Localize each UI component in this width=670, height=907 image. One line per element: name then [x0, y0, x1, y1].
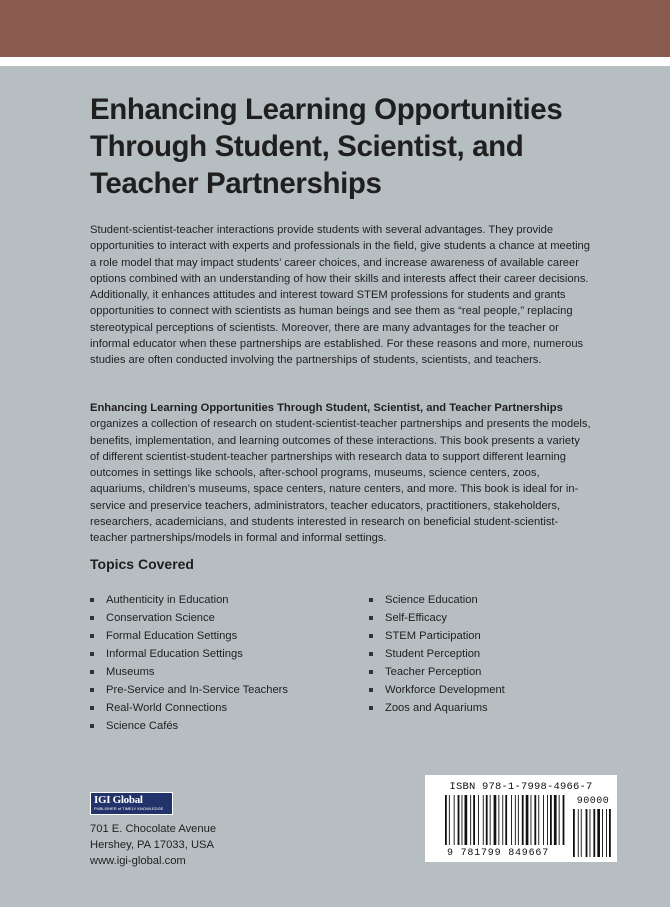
bullet-square-icon: [90, 616, 94, 620]
bullet-square-icon: [369, 598, 373, 602]
topic-item: [369, 645, 505, 663]
topic-label: STEM Participation: [385, 630, 481, 642]
topic-item: [369, 627, 505, 645]
topic-label: Workforce Development: [385, 684, 505, 696]
topic-label: Science Education: [385, 594, 478, 606]
bullet-square-icon: [369, 616, 373, 620]
bullet-square-icon: [90, 706, 94, 710]
igi-global-logo: [90, 792, 173, 815]
description-paragraph-2: [90, 400, 592, 547]
ean-digits: 9 781799 849667: [447, 848, 550, 859]
bullet-square-icon: [369, 634, 373, 638]
topic-item: [90, 699, 288, 717]
topic-label: Pre-Service and In-Service Teachers: [106, 684, 288, 696]
book-title: Enhancing Learning Opportunities Through Student, Scientist, and Teacher Partnerships: [90, 93, 563, 200]
topic-label: Conservation Science: [106, 612, 215, 624]
bullet-square-icon: [369, 688, 373, 692]
topic-item: [90, 663, 288, 681]
topic-label: Student Perception: [385, 648, 481, 660]
description-paragraph-1: Student-scientist-teacher interactions provide students with several advantages. They provide opportunities to interact with experts and professionals in the field, give students a chance at meeting a role model that may impact students’ career choices, and increase awareness of available career options combined with an understanding of how their skills and interests affect their career decisions. Additionally, it enhances attitudes and interest toward STEM professions for students and grants opportunities to connect with scientists as human beings and see them as “real people,” replacing stereotypical perceptions of scientists. Moreover, there are many advantages for the teacher or informal educator when these partnerships are established. For these reasons and more, numerous studies are often conducted involving the partnerships of students, scientists, and teachers.: [90, 224, 591, 367]
topic-item: [90, 627, 288, 645]
topic-label: Informal Education Settings: [106, 648, 243, 660]
bullet-square-icon: [90, 634, 94, 638]
top-color-band: [0, 0, 670, 57]
topics-heading: Topics Covered: [90, 556, 194, 572]
bullet-square-icon: [369, 670, 373, 674]
topic-item: [90, 717, 288, 735]
topic-label: Teacher Perception: [385, 666, 482, 678]
topic-item: [90, 591, 288, 609]
topic-item: [90, 681, 288, 699]
bullet-square-icon: [90, 670, 94, 674]
logo-wordmark: IGI Global: [94, 794, 143, 806]
addon-digits: 90000: [576, 796, 610, 807]
publisher-website: www.igi-global.com: [90, 855, 186, 867]
bullet-square-icon: [90, 652, 94, 656]
topic-label: Museums: [106, 666, 155, 678]
topic-item: [369, 591, 505, 609]
publisher-street: 701 E. Chocolate Avenue: [90, 823, 217, 835]
topic-item: [369, 681, 505, 699]
divider-strip: [0, 57, 670, 66]
paragraph-2-book-title: Enhancing Learning Opportunities Through Student, Scientist, and Teacher Partnerships: [90, 402, 563, 414]
isbn-barcode: [425, 775, 617, 862]
bullet-square-icon: [90, 724, 94, 728]
publisher-city: Hershey, PA 17033, USA: [90, 839, 214, 851]
topic-label: Real-World Connections: [106, 702, 228, 714]
topics-list-left: [90, 591, 288, 735]
topic-label: Zoos and Aquariums: [385, 702, 488, 714]
bullet-square-icon: [369, 652, 373, 656]
paragraph-2-text: organizes a collection of research on student-scientist-teacher partnerships and presents the models, benefits, implementation, and learning outcomes of these interactions. This book presents a variety of different scientist-student-teacher partnerships with research data to support different learning outcomes in settings like schools, after-school programs, museums, science centers, zoos, aquariums, children’s museums, space centers, nature centers, and more. This book is ideal for in-service and preservice teachers, administrators, teacher educators, practitioners, stakeholders, researchers, academicians, and students interested in research on beneficial student-scientist-teacher partnerships/models in formal and informal settings.: [90, 418, 591, 545]
topics-list-right: [369, 591, 505, 717]
topic-item: [369, 699, 505, 717]
topic-label: Self-Efficacy: [385, 612, 447, 624]
topic-label: Formal Education Settings: [106, 630, 238, 642]
topic-item: [90, 609, 288, 627]
topic-label: Science Cafés: [106, 720, 179, 732]
logo-tagline: PUBLISHER of TIMELY KNOWLEDGE: [94, 806, 164, 811]
topic-item: [90, 645, 288, 663]
topic-item: [369, 609, 505, 627]
bullet-square-icon: [90, 598, 94, 602]
isbn-label: ISBN 978-1-7998-4966-7: [449, 781, 593, 793]
topic-item: [369, 663, 505, 681]
bullet-square-icon: [90, 688, 94, 692]
topic-label: Authenticity in Education: [106, 594, 229, 606]
bullet-square-icon: [369, 706, 373, 710]
